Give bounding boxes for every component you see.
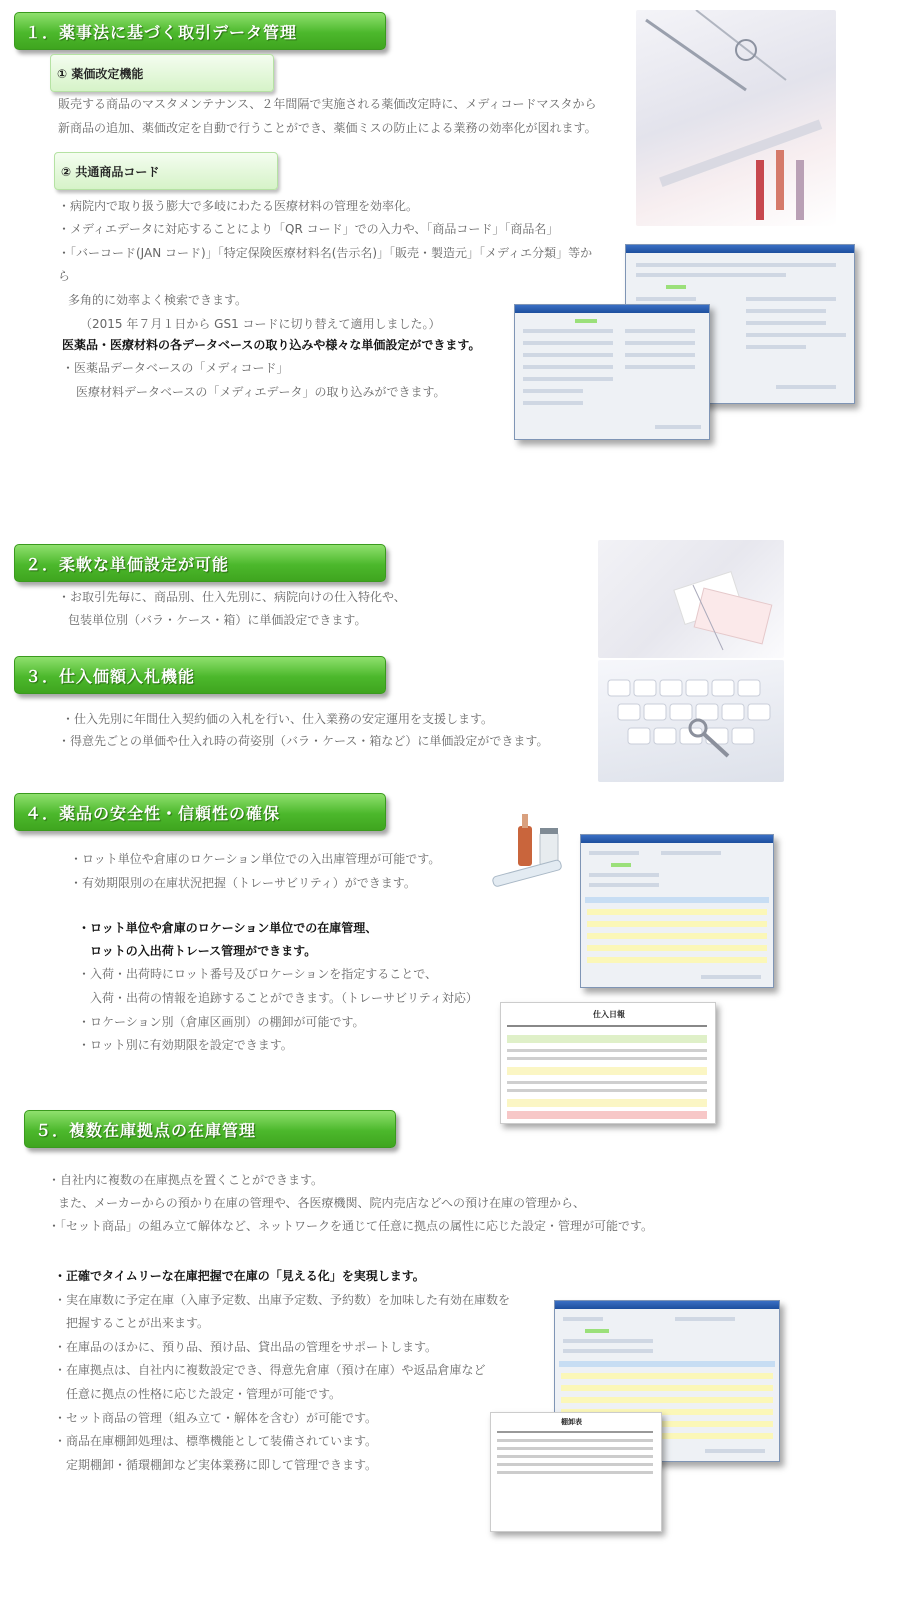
sub2-line: ・病院内で取り扱う膨大で多岐にわたる医療材料の管理を効率化。 (58, 199, 419, 213)
section5-line: 任意に拠点の性格に応じた設定・管理が可能です。 (66, 1387, 342, 1401)
section5-heading: ５．複数在庫拠点の在庫管理 (35, 1121, 257, 1140)
section4-heading-bar (14, 793, 386, 831)
sub1-heading: ① 薬価改定機能 (57, 67, 144, 81)
sub1-line: 新商品の追加、薬価改定を自動で行うことができ、薬価ミスの防止による業務の効率化が図れます。 (58, 121, 597, 135)
section5-line: ・在庫品のほかに、預り品、預け品、貸出品の管理をサポートします。 (54, 1340, 438, 1354)
section2-heading-bar (14, 544, 386, 582)
section3-line: ・得意先ごとの単価や仕入れ時の荷姿別（バラ・ケース・箱など）に単価設定ができます。 (58, 734, 549, 748)
section5-line: ・在庫拠点は、自社内に複数設定でき、得意先倉庫（預け在庫）や返品倉庫など (54, 1363, 486, 1377)
sub2-line: ら (58, 269, 71, 283)
sub2-line: 多角的に効率よく検索できます。 (68, 293, 248, 307)
section2-line: 包装単位別（バラ・ケース・箱）に単価設定できます。 (68, 613, 367, 627)
sub2-line: 医療材料データベースの「メディエデータ」の取り込みができます。 (76, 385, 446, 399)
purchase-daily-report (500, 1002, 716, 1124)
sub2-line: ・医薬品データベースの「メディコード」 (62, 361, 289, 375)
section3-line: ・仕入先別に年間仕入契約価の入札を行い、仕入業務の安定運用を支援します。 (62, 712, 494, 726)
stocktake-report (490, 1412, 662, 1532)
section5-line: また、メーカーからの預かり在庫の管理や、各医療機関、院内売店などへの預け在庫の管理から、 (58, 1196, 586, 1210)
section5-bold-line: ・正確でタイムリーな在庫把握で在庫の「見える化」を実現します。 (54, 1269, 425, 1283)
section4-bold-line: ・ロット単位や倉庫のロケーション単位での在庫管理、 (78, 921, 378, 935)
product-master-window-front (514, 304, 710, 440)
sub2-heading: ② 共通商品コード (61, 165, 160, 179)
section5-line: ・セット商品の管理（組み立て・解体を含む）が可能です。 (54, 1411, 378, 1425)
sub2-heading-bar (54, 152, 278, 190)
section4-bold-line: ロットの入出荷トレース管理ができます。 (90, 944, 317, 958)
section3-heading-bar (14, 656, 386, 694)
keyboard-keys-photo (598, 660, 784, 782)
section4-line: ・有効期限別の在庫状況把握（トレーサビリティ）ができます。 (70, 876, 416, 890)
section4-line: 入荷・出荷の情報を追跡することができます。（トレーサビリティ対応） (90, 991, 478, 1005)
section5-line: ・実在庫数に予定在庫（入庫予定数、出庫予定数、予約数）を加味した有効在庫数を (54, 1293, 511, 1307)
section1-heading: １．薬事法に基づく取引データ管理 (25, 23, 298, 42)
section4-line: ・ロケーション別（倉庫区画別）の棚卸が可能です。 (78, 1015, 365, 1029)
section5-line: ・商品在庫棚卸処理は、標準機能として装備されています。 (54, 1434, 378, 1448)
sub2-line: （2015 年７月１日から GS1 コードに切り替えて適用しました。） (80, 317, 441, 331)
section4-line: ・ロット単位や倉庫のロケーション単位での入出庫管理が可能です。 (70, 852, 441, 866)
sub2-line: ・「バーコード(JAN コード)」「特定保険医療材料名(告示名)」「販売・製造元」「メディエ分類」等か (58, 246, 593, 260)
purchase-report-title: 仕入日報 (593, 1010, 625, 1019)
sub1-heading-bar (50, 54, 274, 92)
section1-heading-bar (14, 12, 386, 50)
section5-heading-bar (24, 1110, 396, 1148)
medical-instruments-photo (636, 10, 836, 226)
section5-line: 把握することが出来ます。 (66, 1316, 210, 1330)
lot-location-window (580, 834, 774, 988)
section2-heading: ２．柔軟な単価設定が可能 (25, 555, 230, 574)
sub2-line: ・メディエデータに対応することにより「QR コード」での入力や、「商品コード」「商品名」 (58, 222, 559, 236)
sub2-bold-line: 医薬品・医療材料の各データベースの取り込みや様々な単価設定ができます。 (62, 338, 481, 352)
medicine-packets-photo (598, 540, 784, 658)
section4-line: ・入荷・出荷時にロット番号及びロケーションを指定することで、 (78, 967, 438, 981)
section5-line: ・「セット商品」の組み立て解体など、ネットワークを通じて任意に拠点の属性に応じた設定・管理が可能です。 (48, 1219, 654, 1233)
section4-heading: ４．薬品の安全性・信頼性の確保 (25, 804, 281, 823)
section4-line: ・ロット別に有効期限を設定できます。 (78, 1038, 293, 1052)
sub1-line: 販売する商品のマスタメンテナンス、２年間隔で実施される薬価改定時に、メディコードマスタから (58, 97, 597, 111)
section3-heading: ３．仕入価額入札機能 (25, 667, 196, 686)
section2-line: ・お取引先毎に、商品別、仕入先別に、病院向けの仕入特化や、 (58, 590, 406, 604)
section5-line: ・自社内に複数の在庫拠点を置くことができます。 (48, 1173, 324, 1187)
stocktake-report-title: 棚卸表 (561, 1418, 582, 1426)
section5-line: 定期棚卸・循環棚卸など実体業務に即して管理できます。 (66, 1458, 378, 1472)
vials-syringe-photo (488, 806, 584, 900)
